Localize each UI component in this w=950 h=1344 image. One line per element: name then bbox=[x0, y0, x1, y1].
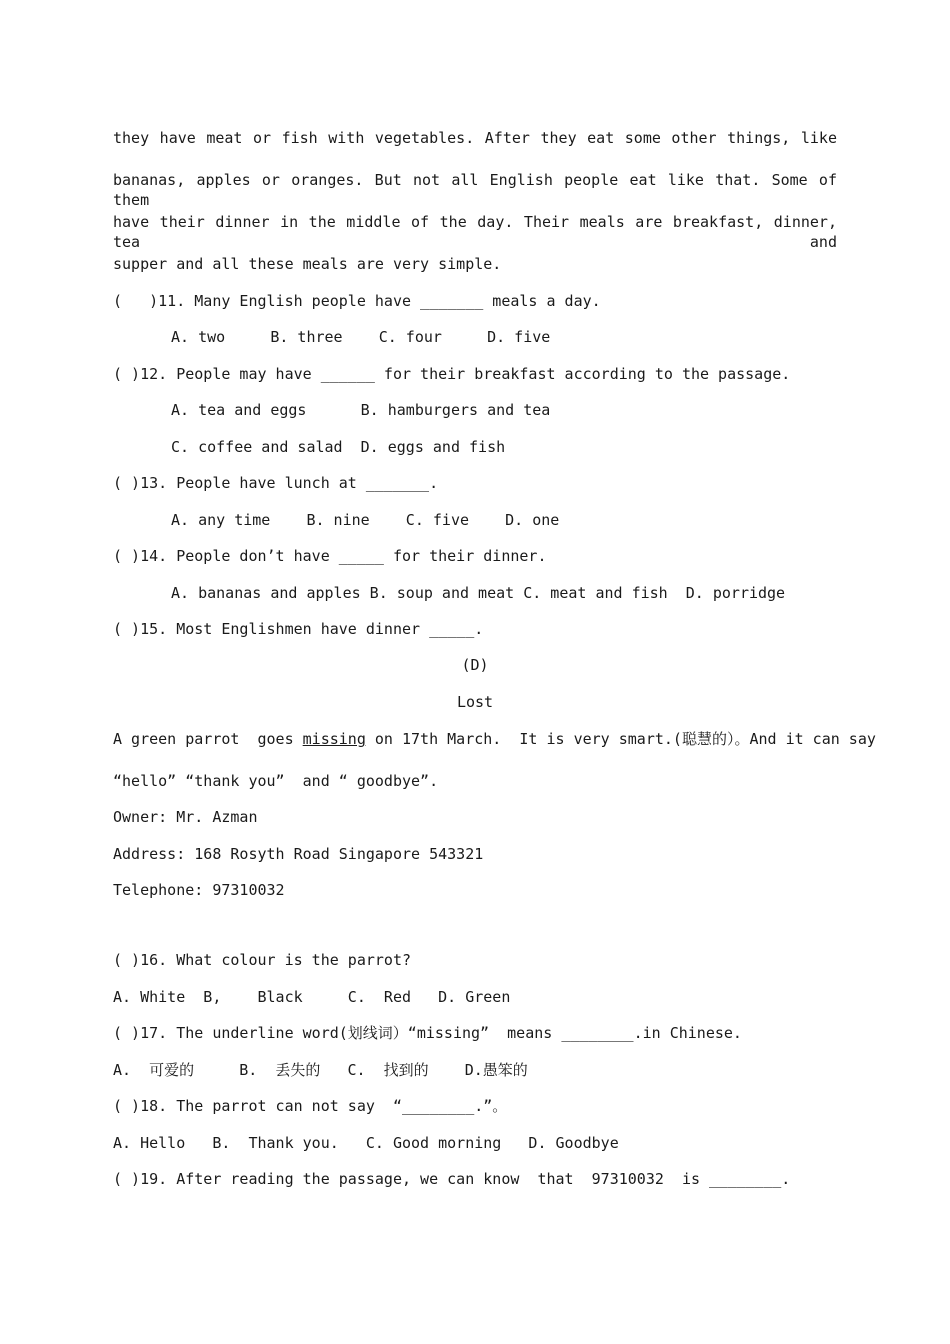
passage-line: have their dinner in the middle of the day. Their meals are breakfast, dinner, tea and bbox=[113, 213, 837, 251]
notice-intro-text: A green parrot goes bbox=[113, 730, 303, 748]
question-12-options: C. coffee and salad D. eggs and fish bbox=[171, 438, 506, 456]
passage-line: they have meat or fish with vegetables. After they eat some other things, like bbox=[113, 129, 837, 147]
notice-owner: Owner: Mr. Azman bbox=[113, 808, 258, 826]
question-18-options: A. Hello B. Thank you. C. Good morning D. Goodbye bbox=[113, 1134, 619, 1152]
question-14-stem: ( )14. People don’t have _____ for their dinner. bbox=[113, 547, 547, 565]
notice-intro-text: on 17th March. It is very smart.(聪慧的）。And it can say bbox=[365, 730, 876, 748]
question-13-stem: ( )13. People have lunch at _______. bbox=[113, 474, 439, 492]
question-12-options: A. tea and eggs B. hamburgers and tea bbox=[171, 401, 551, 419]
notice-address: Address: 168 Rosyth Road Singapore 543321 bbox=[113, 845, 484, 863]
passage-line: bananas, apples or oranges. But not all English people eat like that. Some of them bbox=[113, 171, 837, 209]
question-13-options: A. any time B. nine C. five D. one bbox=[171, 511, 560, 529]
notice-telephone: Telephone: 97310032 bbox=[113, 881, 285, 899]
question-19-stem: ( )19. After reading the passage, we can know that 97310032 is ________. bbox=[113, 1170, 791, 1188]
underlined-word: missing bbox=[302, 730, 366, 748]
question-16-options: A. White B, Black C. Red D. Green bbox=[113, 988, 511, 1006]
question-11-options: A. two B. three C. four D. five bbox=[171, 328, 551, 346]
question-16-stem: ( )16. What colour is the parrot? bbox=[113, 951, 412, 969]
passage-line: supper and all these meals are very simple. bbox=[113, 255, 502, 273]
question-14-options: A. bananas and apples B. soup and meat C. meat and fish D. porridge bbox=[171, 584, 786, 602]
question-11-stem: ( )11. Many English people have _______ meals a day. bbox=[113, 292, 601, 310]
notice-intro bbox=[113, 729, 876, 749]
question-15-stem: ( )15. Most Englishmen have dinner _____. bbox=[113, 620, 484, 638]
question-12-stem: ( )12. People may have ______ for their breakfast according to the passage. bbox=[113, 365, 791, 383]
notice-intro-line2: “hello” “thank you” and “ goodbye”. bbox=[113, 772, 439, 790]
question-17-stem: ( )17. The underline word(划线词）“missing” means ________.in Chinese. bbox=[113, 1024, 742, 1042]
question-18-stem: ( )18. The parrot can not say “________.”。 bbox=[113, 1097, 508, 1115]
section-title: Lost bbox=[456, 693, 494, 711]
question-17-options: A. 可爱的 B. 丢失的 C. 找到的 D.愚笨的 bbox=[113, 1061, 528, 1079]
section-label: (D) bbox=[461, 656, 489, 674]
